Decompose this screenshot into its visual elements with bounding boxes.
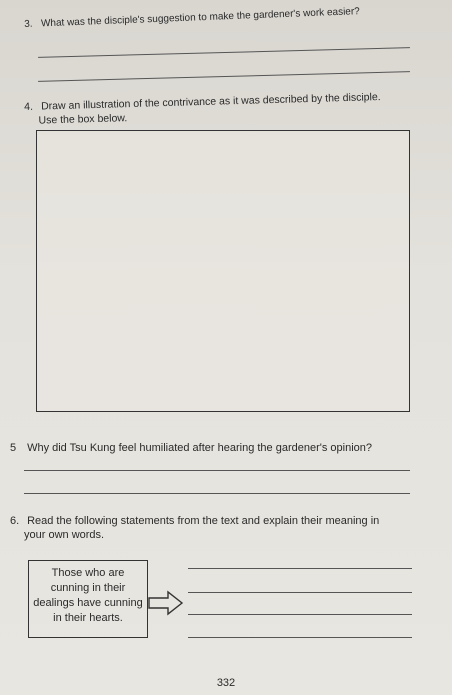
quote-line-3: dealings have cunning <box>33 597 143 609</box>
answer-line-5a <box>24 470 410 471</box>
quote-line-4: in their hearts. <box>53 612 123 624</box>
answer-line-6c <box>188 614 412 615</box>
question-6-subtext: your own words. <box>24 529 105 541</box>
question-6-number: 6. <box>10 515 20 527</box>
quote-line-1: Those who are <box>51 567 125 579</box>
answer-line-3b <box>38 71 410 82</box>
question-5 <box>10 441 372 455</box>
page-number: 332 <box>216 677 236 689</box>
answer-line-6b <box>188 592 412 593</box>
question-4-number: 4. <box>24 100 34 113</box>
question-5-text: Why did Tsu Kung feel humiliated after hearing the gardener's opinion? <box>27 442 373 454</box>
answer-line-6d <box>188 637 412 638</box>
answer-line-6a <box>188 568 412 569</box>
question-3-text: What was the disciple's suggestion to make the gardener's work easier? <box>40 6 360 30</box>
question-6 <box>10 514 430 542</box>
answer-line-5b <box>24 493 410 494</box>
answer-line-3a <box>38 47 410 58</box>
right-arrow-icon <box>148 590 184 616</box>
question-5-number: 5 <box>10 442 17 454</box>
question-3-number: 3. <box>24 18 33 30</box>
question-4 <box>24 89 435 128</box>
illustration-box[interactable] <box>36 130 410 412</box>
quote-line-2: cunning in their <box>50 582 126 594</box>
question-4-subtext: Use the box below. <box>38 112 128 127</box>
question-3 <box>24 5 360 32</box>
quote-box <box>28 560 148 638</box>
question-4-text: Draw an illustration of the contrivance as it was described by the disciple. <box>40 91 381 113</box>
question-6-text: Read the following statements from the text and explain their meaning in <box>27 515 380 527</box>
